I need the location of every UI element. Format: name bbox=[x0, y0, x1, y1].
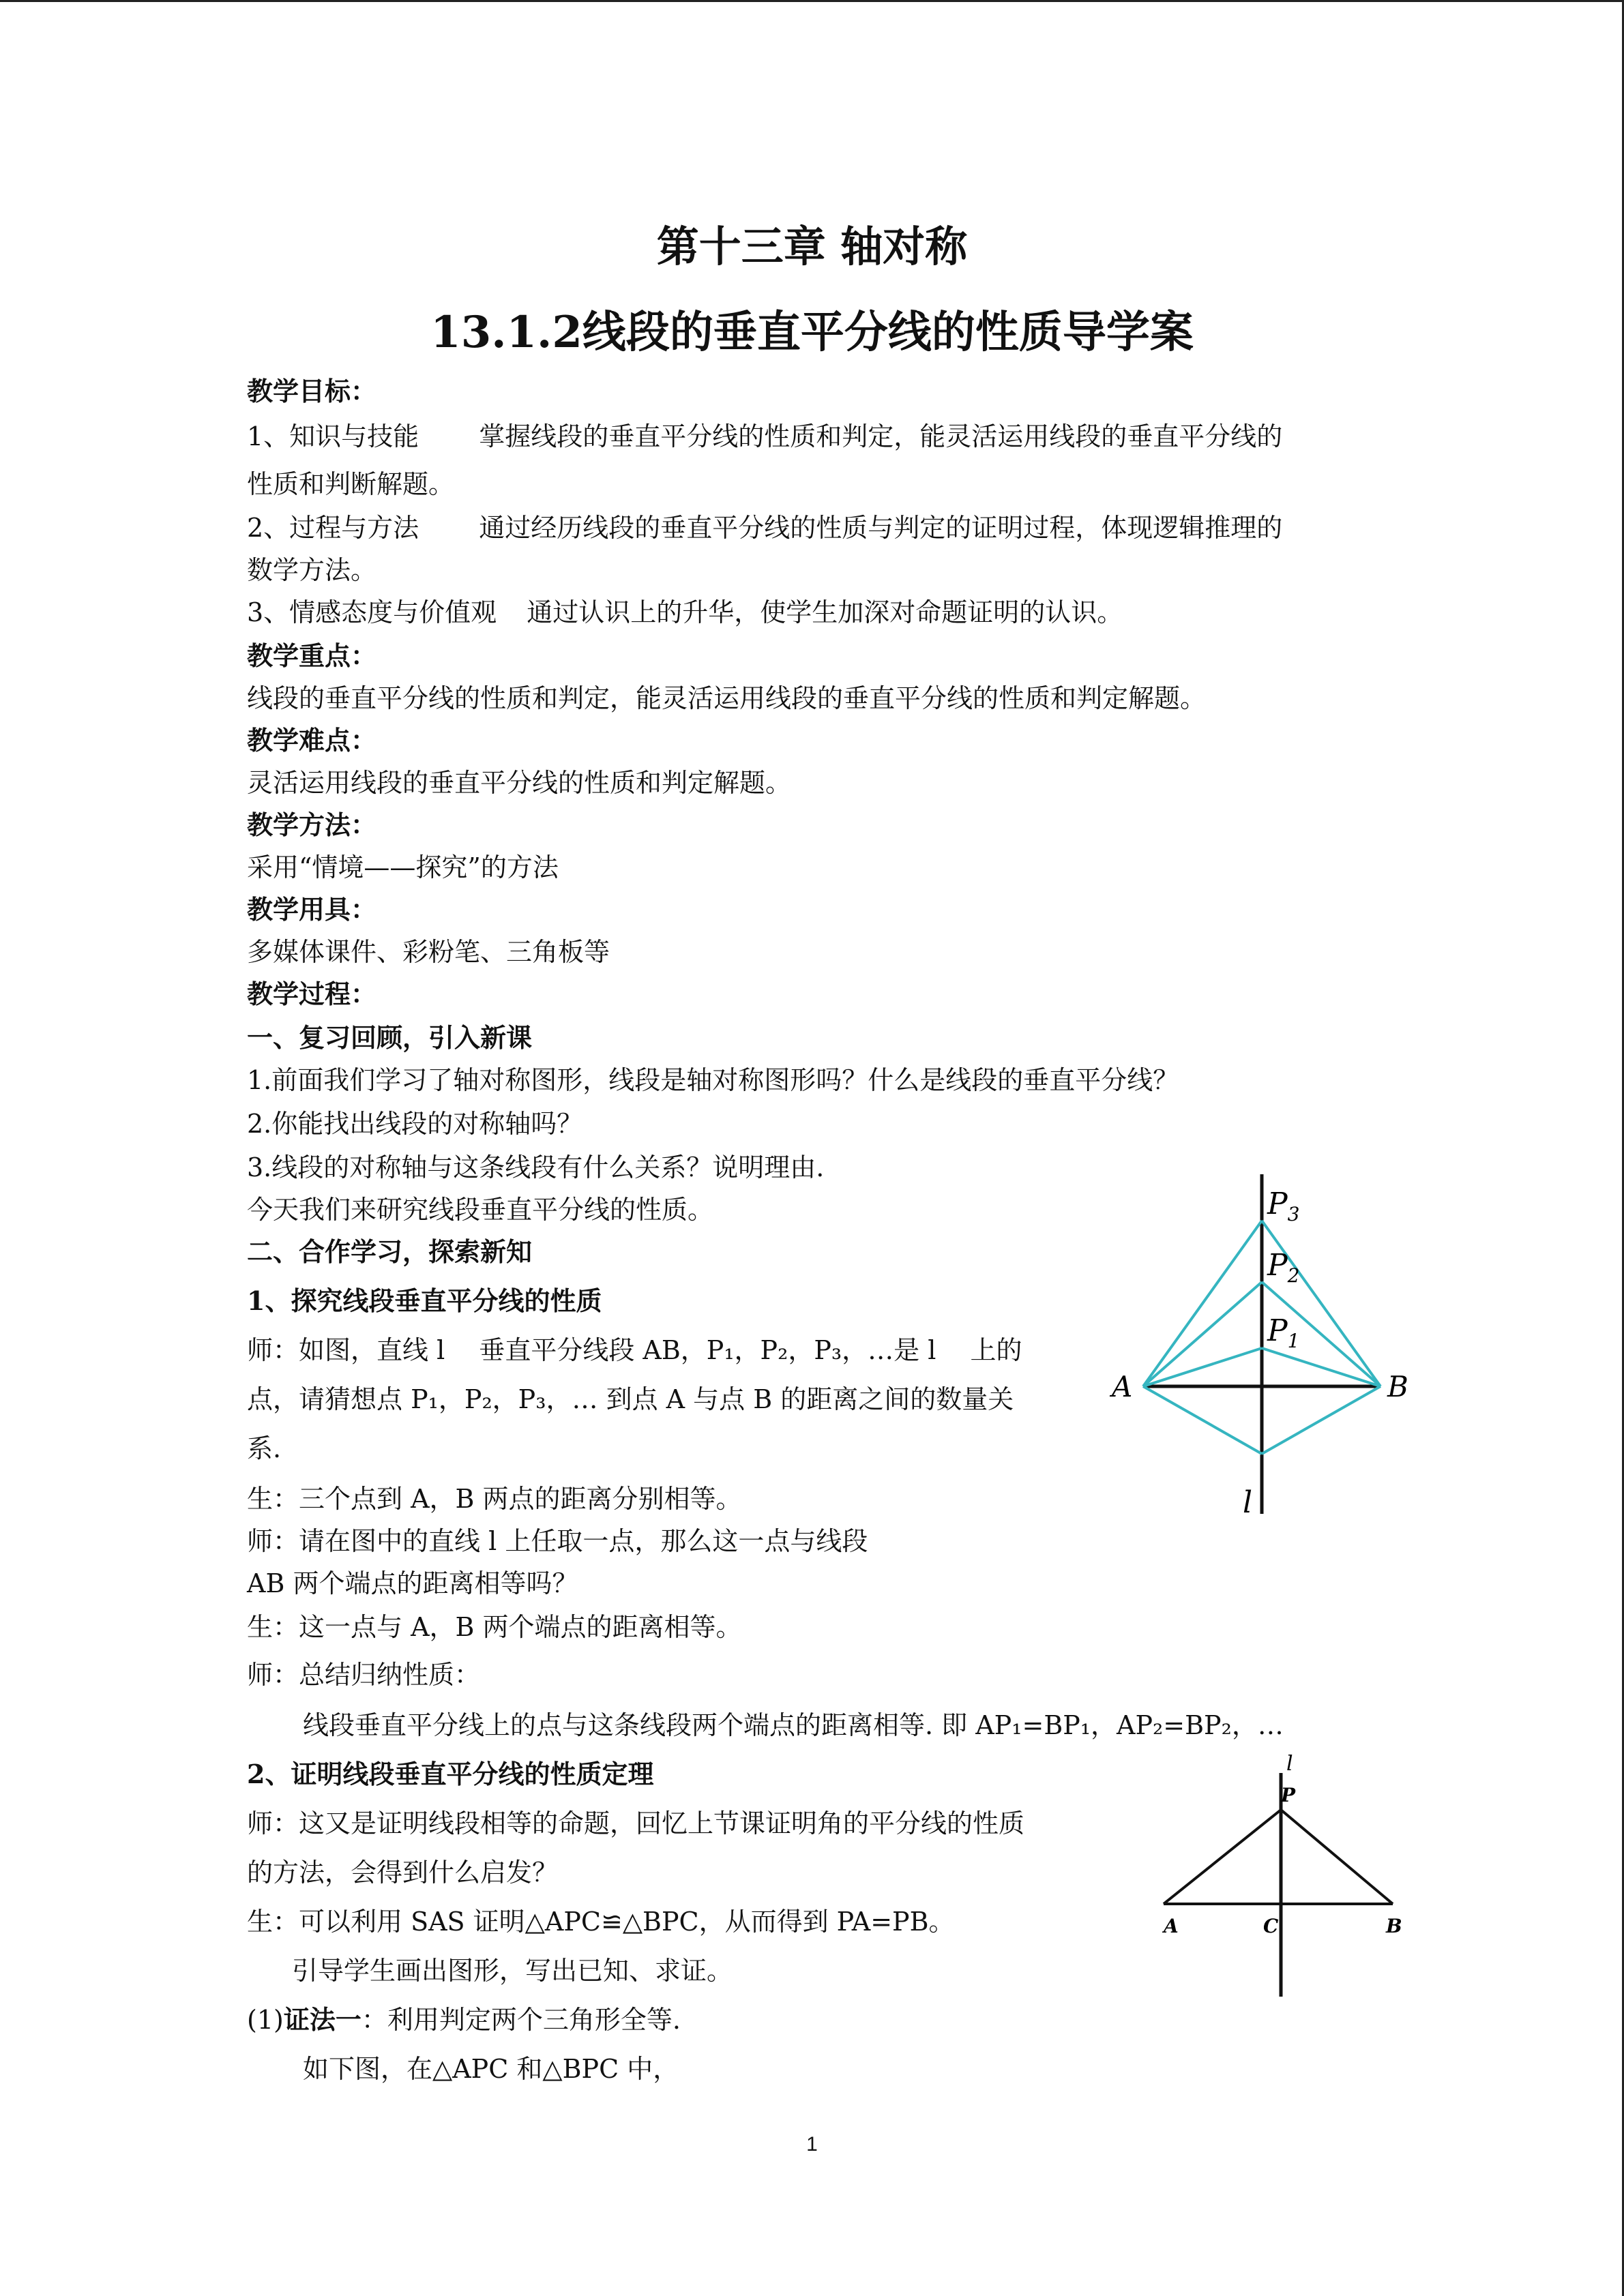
keypoint-heading: 教学重点： bbox=[247, 640, 377, 671]
line-a-p1 bbox=[1143, 1348, 1262, 1386]
student-2: 生：这一点与 A，B 两个端点的距离相等。 bbox=[247, 1612, 742, 1642]
process-heading: 教学过程： bbox=[247, 979, 377, 1009]
teacher-2-line-1: 师：请在图中的直线 l 上任取一点，那么这一点与线段 bbox=[247, 1526, 868, 1556]
section-1-title: 一、复习回顾，引入新课 bbox=[247, 1022, 533, 1053]
subsection-2-title: 2、证明线段垂直平分线的性质定理 bbox=[247, 1759, 654, 1789]
student-3: 生：可以利用 SAS 证明△APC≌△BPC，从而得到 PA=PB。 bbox=[247, 1907, 955, 1937]
teacher-2-line-2: AB 两个端点的距离相等吗？ bbox=[247, 1568, 578, 1598]
line-a-p3 bbox=[1143, 1221, 1262, 1386]
teacher-1-line-3: 系. bbox=[247, 1433, 282, 1463]
line-b-p1 bbox=[1262, 1348, 1381, 1386]
segment-pb bbox=[1281, 1810, 1393, 1904]
method-heading: 教学方法： bbox=[247, 809, 377, 840]
line-a-p2 bbox=[1143, 1282, 1262, 1386]
proof-1-intro: 如下图，在△APC 和△BPC 中， bbox=[303, 2054, 679, 2084]
objective-2-cont: 数学方法。 bbox=[247, 555, 377, 585]
line-b-p0 bbox=[1262, 1386, 1381, 1454]
objective-1-cont: 性质和判断解题。 bbox=[247, 469, 455, 499]
keypoint-text: 线段的垂直平分线的性质和判定，能灵活运用线段的垂直平分线的性质和判定解题。 bbox=[247, 683, 1207, 713]
objective-3-label: 3、情感态度与价值观 bbox=[247, 597, 497, 627]
label-p: P bbox=[1281, 1784, 1296, 1806]
intro-text: 今天我们来研究线段垂直平分线的性质。 bbox=[247, 1195, 714, 1225]
label-l: l bbox=[1286, 1753, 1293, 1776]
teacher-3: 师：总结归纳性质： bbox=[247, 1660, 481, 1690]
teacher-4-line-1: 师：这又是证明线段相等的命题，回忆上节课证明角的平分线的性质 bbox=[247, 1808, 1025, 1838]
label-p1: $P_1$ bbox=[1267, 1313, 1300, 1352]
objective-2-text: 通过经历线段的垂直平分线的性质与判定的证明过程，体现逻辑推理的 bbox=[479, 513, 1283, 543]
label-l: l bbox=[1243, 1485, 1253, 1520]
page-number: 1 bbox=[806, 2133, 818, 2156]
student-1: 生：三个点到 A，B 两点的距离分别相等。 bbox=[247, 1484, 742, 1514]
objective-2 bbox=[247, 511, 1282, 544]
method-text: 采用“情境——探究”的方法 bbox=[247, 852, 559, 882]
figure-perpendicular-bisector bbox=[1091, 1159, 1446, 1527]
label-c: C bbox=[1263, 1915, 1279, 1937]
teacher-1-line-2: 点，请猜想点 P₁，P₂，P₃，… 到点 A 与点 B 的距离之间的数量关 bbox=[247, 1384, 1014, 1414]
top-border bbox=[0, 0, 1624, 2]
objective-1-label: 1、知识与技能 bbox=[247, 421, 419, 451]
label-a: A bbox=[1112, 1370, 1133, 1403]
question-2: 2.你能找出线段的对称轴吗？ bbox=[247, 1109, 583, 1139]
proof-1 bbox=[247, 2003, 681, 2036]
subsection-1-title: 1、探究线段垂直平分线的性质 bbox=[247, 1285, 602, 1316]
label-a: A bbox=[1164, 1915, 1179, 1937]
line-b-p3 bbox=[1262, 1221, 1381, 1386]
teacher-1-line-1: 师：如图，直线 l 垂直平分线段 AB，P₁，P₂，P₃，…是 l 上的 bbox=[247, 1335, 1022, 1365]
lesson-title: 13.1.2线段的垂直平分线的性质导学案 bbox=[430, 307, 1194, 358]
objective-3-text: 通过认识上的升华，使学生加深对命题证明的认识。 bbox=[527, 597, 1123, 627]
tools-text: 多媒体课件、彩粉笔、三角板等 bbox=[247, 937, 610, 967]
proof-1-number: (1) bbox=[247, 2005, 284, 2035]
question-3: 3.线段的对称轴与这条线段有什么关系？说明理由. bbox=[247, 1152, 825, 1182]
line-a-p0 bbox=[1143, 1386, 1262, 1454]
segment-pa bbox=[1164, 1810, 1281, 1904]
difficulty-heading: 教学难点： bbox=[247, 725, 377, 756]
chapter-title: 第十三章 轴对称 bbox=[656, 222, 968, 271]
property-statement: 线段垂直平分线上的点与这条线段两个端点的距离相等. 即 AP₁=BP₁，AP₂=BP₂，… bbox=[303, 1710, 1284, 1740]
proof-1-label: 证法一 bbox=[283, 2004, 361, 2035]
objective-3 bbox=[247, 596, 1123, 629]
objective-1 bbox=[247, 420, 1282, 453]
difficulty-text: 灵活运用线段的垂直平分线的性质和判定解题。 bbox=[247, 768, 792, 798]
objective-1-text: 掌握线段的垂直平分线的性质和判定，能灵活运用线段的垂直平分线的 bbox=[479, 421, 1283, 451]
objectives-heading: 教学目标： bbox=[247, 376, 377, 406]
label-b: B bbox=[1387, 1370, 1408, 1403]
teacher-4-line-2: 的方法，会得到什么启发？ bbox=[247, 1858, 559, 1888]
objective-2-label: 2、过程与方法 bbox=[247, 513, 419, 543]
proof-1-text: ：利用判定两个三角形全等. bbox=[361, 2005, 681, 2035]
section-2-title: 二、合作学习，探索新知 bbox=[247, 1236, 533, 1267]
question-1: 1.前面我们学习了轴对称图形，线段是轴对称图形吗？什么是线段的垂直平分线？ bbox=[247, 1065, 1179, 1095]
tools-heading: 教学用具： bbox=[247, 894, 377, 925]
label-p3: $P_3$ bbox=[1267, 1187, 1300, 1225]
label-p2: $P_2$ bbox=[1267, 1248, 1300, 1287]
label-b: B bbox=[1386, 1915, 1402, 1937]
figure-triangle-apb bbox=[1153, 1753, 1426, 2005]
guide-text: 引导学生画出图形，写出已知、求证。 bbox=[292, 1956, 733, 1986]
